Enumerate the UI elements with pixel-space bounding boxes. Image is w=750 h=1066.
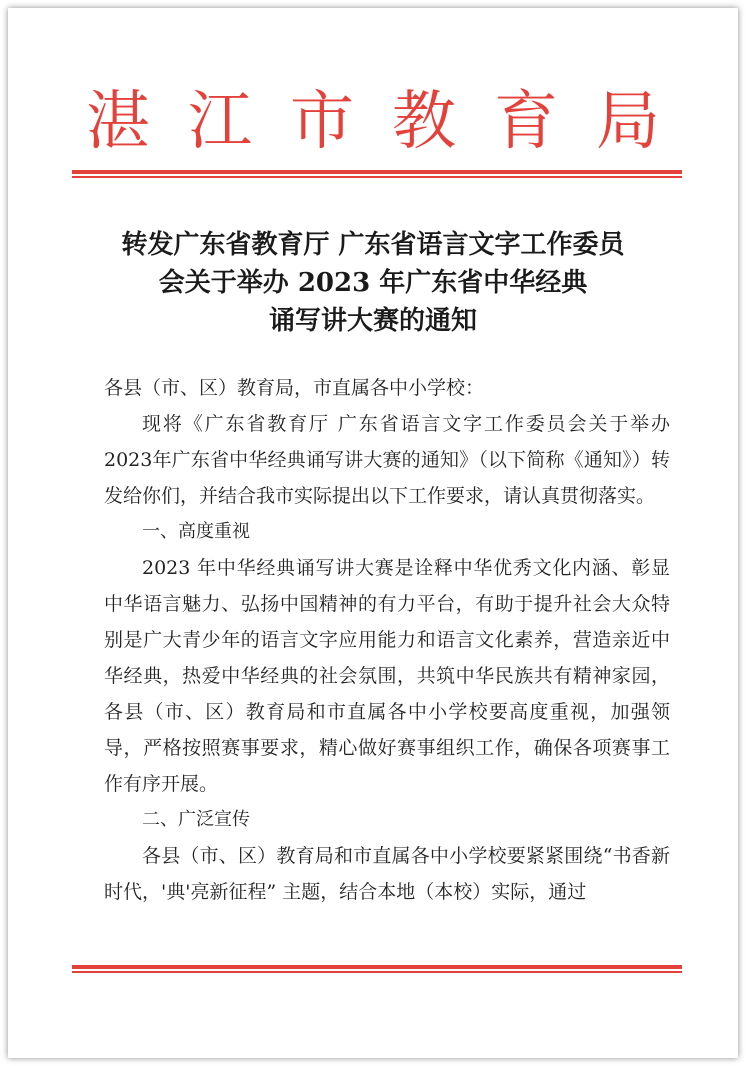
title-line-1: 转发广东省教育厅 广东省语言文字工作委员 — [121, 230, 625, 260]
footer-divider — [72, 965, 682, 973]
letterhead-divider — [72, 170, 682, 178]
intro-paragraph: 现将《广东省教育厅 广东省语言文字工作委员会关于举办2023年广东省中华经典诵写讲大赛的通知》（以下简称《通知》）转发给你们，并结合我市实际提出以下工作要求，请认真贯彻落实。 — [104, 413, 670, 507]
section-2-paragraph: 各县（市、区）教育局和市直属各中小学校要紧紧围绕“书香新时代，'典'亮新征程” 主题，结合本地（本校）实际，通过 — [104, 845, 670, 903]
salutation: 各县（市、区）教育局，市直属各中小学校： — [104, 377, 485, 399]
document-page — [8, 8, 738, 1058]
letterhead-org-name: 湛江市教育局 — [86, 85, 698, 159]
document-title — [88, 226, 658, 340]
section-1-heading: 一、高度重视 — [142, 521, 250, 542]
section-1-paragraph: 2023 年中华经典诵写讲大赛是诠释中华优秀文化内涵、彰显中华语言魅力、弘扬中国精神的有力平台，有助于提升社会大众特别是广大青少年的语言文字应用能力和语言文化素养，营造亲近中华经典，热爱中华经典的社会氛围，共筑中华民族共有精神家园，各县（市、区）教育局和市直属各中小学校要高度重视，加强领导，严格按照赛事要求，精心做好赛事组织工作，确保各项赛事工作有序开展。 — [104, 557, 670, 795]
document-body — [104, 370, 670, 910]
title-line-2: 会关于举办 2023 年广东省中华经典 — [158, 268, 588, 298]
section-2-heading: 二、广泛宣传 — [142, 809, 250, 830]
title-line-3: 诵写讲大赛的通知 — [268, 306, 477, 336]
